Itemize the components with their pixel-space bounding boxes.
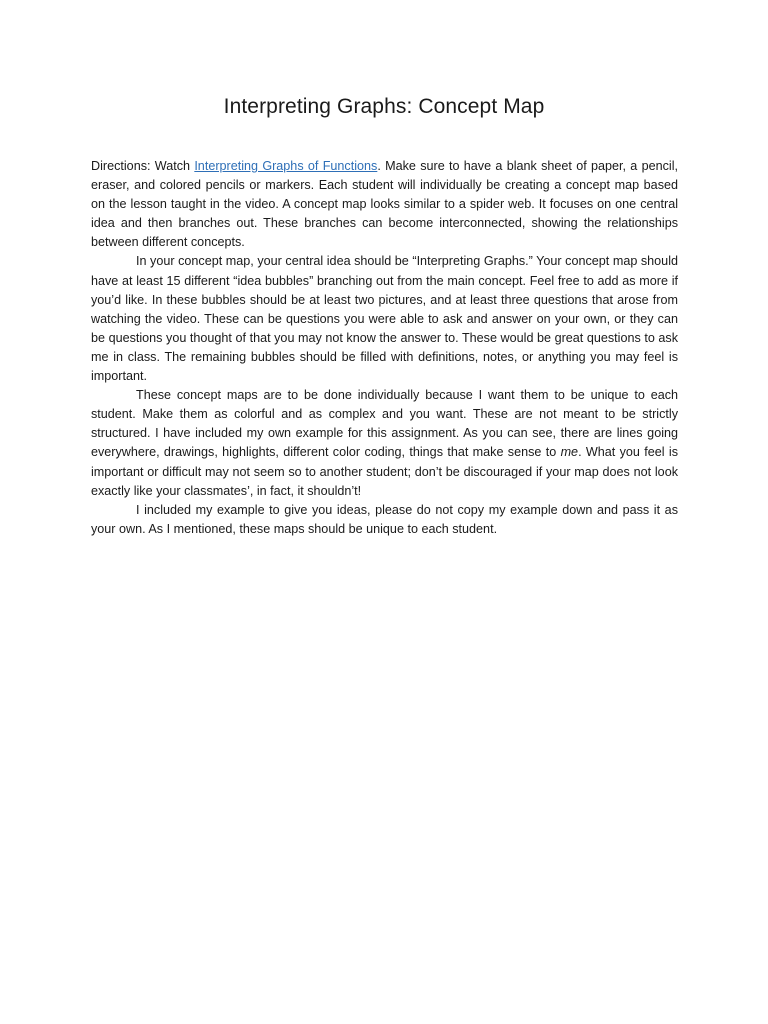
example-paragraph: I included my example to give you ideas, please do not copy my example down and pass it as your own. As I mentioned, these maps should be unique to each student. xyxy=(91,502,678,536)
individual-work-paragraph xyxy=(91,386,678,501)
directions-paragraph xyxy=(91,157,678,252)
directions-rest: . Make sure to have a blank sheet of paper, a pencil, eraser, and colored pencils or markers. Each student will individually be creating a concept map based on the lesson taught in the video. A concept map looks similar to a spider web. It focuses on one central idea and then branches out. These branches can become interconnected, showing the relationships between different concepts. xyxy=(91,159,679,250)
individual-work-after: . What you feel is important or difficult may not seem so to another student; don’t be discouraged if your map does not look exactly like your classmates’, in fact, it shouldn’t! xyxy=(91,445,678,498)
individual-work-before: These concept maps are to be done individually because I want them to be unique to each student. Make them as colorful and as complex and you want. These are not meant to be strictly structured. I have included my own example for this assignment. As you can see, there are lines going everywhere, drawings, highlights, different color coding, things that make sense to xyxy=(91,388,678,460)
directions-lead: Directions: Watch xyxy=(91,159,195,173)
central-idea-paragraph: In your concept map, your central idea should be “Interpreting Graphs.” Your concept map should have at least 15 different “idea bubbles” branching out from the main concept. Feel free to add as more if you’d like. In these bubbles should be at least two pictures, and at least three questions that arose from watching the video. These can be questions you were able to ask and answer on your own, or they can be questions you thought of that you may not know the answer to. These would be great questions to ask me in class. The remaining bubbles should be filled with definitions, notes, or anything you may feel is important. xyxy=(91,254,678,384)
document-title: Interpreting Graphs: Concept Map xyxy=(223,95,545,118)
emphasis-me: me xyxy=(560,445,579,460)
video-link[interactable]: Interpreting Graphs of Functions xyxy=(194,159,378,173)
document-body xyxy=(91,157,678,539)
